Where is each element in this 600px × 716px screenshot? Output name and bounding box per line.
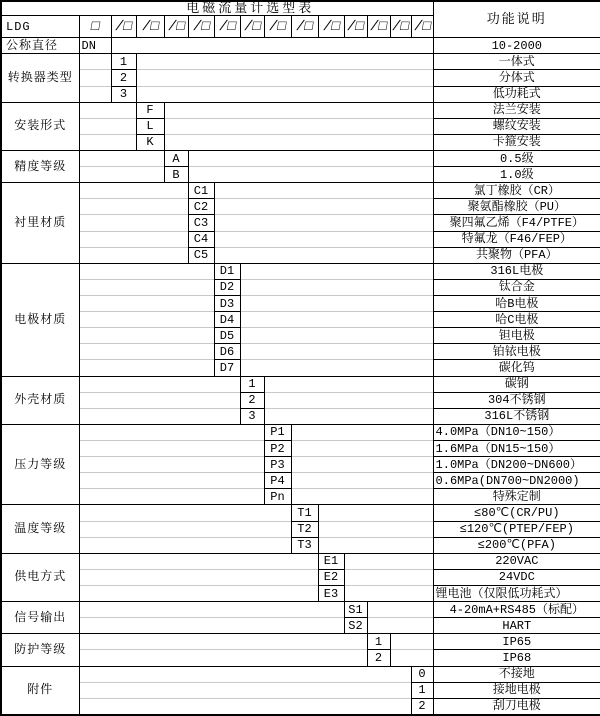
- empty-cell: [79, 183, 188, 199]
- empty-cell: [79, 344, 214, 360]
- empty-cell: [79, 102, 136, 118]
- desc-cell: 碳钢: [433, 376, 600, 392]
- empty-cell: [79, 666, 411, 682]
- section-label-installation: 安装形式: [1, 102, 79, 150]
- checkbox-glyph: □: [89, 18, 101, 35]
- desc-cell: 1.6MPa（DN15~150）: [433, 441, 600, 457]
- section-label-power-supply: 供电方式: [1, 553, 79, 601]
- empty-cell: [79, 553, 318, 569]
- slot-checkbox-glyph: /□: [321, 18, 341, 35]
- model-box-cell: [79, 16, 111, 38]
- code-cell: T3: [291, 537, 318, 553]
- empty-cell: [79, 215, 188, 231]
- code-cell: Pn: [264, 489, 291, 505]
- section-label-diameter: 公称直径: [1, 38, 79, 54]
- empty-cell: [240, 263, 433, 279]
- empty-cell: [79, 537, 291, 553]
- empty-cell: [240, 344, 433, 360]
- empty-cell: [79, 473, 264, 489]
- desc-cell: 316L电极: [433, 263, 600, 279]
- model-slot-cell: [188, 16, 214, 38]
- desc-cell: 共聚物（PFA）: [433, 247, 600, 263]
- model-slot-cell: [291, 16, 318, 38]
- empty-cell: [240, 328, 433, 344]
- empty-cell: [264, 408, 433, 424]
- empty-cell: [344, 553, 433, 569]
- code-cell: 1: [411, 682, 433, 698]
- model-prefix: LDG: [1, 16, 79, 38]
- empty-cell: [240, 312, 433, 328]
- empty-cell: [79, 521, 291, 537]
- desc-cell: 聚四氟乙烯（F4/PTFE）: [433, 215, 600, 231]
- code-cell: L: [136, 118, 164, 134]
- empty-cell: [79, 392, 240, 408]
- model-slot-cell: [264, 16, 291, 38]
- model-slot-cell: [390, 16, 411, 38]
- code-cell: C1: [188, 183, 214, 199]
- section-label-converter: 转换器类型: [1, 54, 79, 102]
- model-slot-cell: [318, 16, 344, 38]
- empty-cell: [291, 457, 433, 473]
- empty-cell: [79, 118, 136, 134]
- slot-checkbox-glyph: /□: [242, 18, 262, 35]
- slot-checkbox-glyph: /□: [191, 18, 211, 35]
- empty-cell: [264, 392, 433, 408]
- empty-cell: [291, 489, 433, 505]
- slot-checkbox-glyph: /□: [140, 18, 160, 35]
- empty-cell: [188, 151, 433, 167]
- model-slot-cell: [111, 16, 136, 38]
- slot-checkbox-glyph: /□: [113, 18, 134, 35]
- section-label-electrode: 电极材质: [1, 263, 79, 376]
- desc-cell: 304不锈钢: [433, 392, 600, 408]
- code-cell: D5: [214, 328, 240, 344]
- code-cell: E3: [318, 585, 344, 601]
- empty-cell: [111, 38, 433, 54]
- slot-checkbox-glyph: /□: [368, 18, 389, 35]
- slot-checkbox-glyph: /□: [412, 18, 432, 35]
- empty-cell: [240, 360, 433, 376]
- desc-cell: 钛合金: [433, 279, 600, 295]
- empty-cell: [367, 618, 433, 634]
- empty-cell: [79, 376, 240, 392]
- code-cell: 3: [111, 86, 136, 102]
- code-cell: F: [136, 102, 164, 118]
- desc-cell: IP65: [433, 634, 600, 650]
- empty-cell: [79, 360, 214, 376]
- code-cell: D1: [214, 263, 240, 279]
- empty-cell: [214, 183, 433, 199]
- empty-cell: [214, 199, 433, 215]
- empty-cell: [79, 199, 188, 215]
- section-label-signal-output: 信号输出: [1, 602, 79, 634]
- empty-cell: [240, 279, 433, 295]
- empty-cell: [79, 86, 111, 102]
- code-cell: D6: [214, 344, 240, 360]
- empty-cell: [390, 634, 433, 650]
- desc-cell: 10-2000: [433, 38, 600, 54]
- desc-cell: 钽电极: [433, 328, 600, 344]
- model-slot-cell: [367, 16, 390, 38]
- code-cell: P2: [264, 441, 291, 457]
- desc-cell: 0.5级: [433, 151, 600, 167]
- empty-cell: [164, 134, 433, 150]
- section-label-pressure: 压力等级: [1, 424, 79, 505]
- desc-cell: 碳化钨: [433, 360, 600, 376]
- empty-cell: [214, 231, 433, 247]
- code-cell: 2: [240, 392, 264, 408]
- desc-cell: ≤200℃(PFA): [433, 537, 600, 553]
- slot-checkbox-glyph: /□: [166, 18, 186, 35]
- empty-cell: [344, 569, 433, 585]
- section-label-accuracy: 精度等级: [1, 151, 79, 183]
- empty-cell: [318, 521, 433, 537]
- code-cell: T1: [291, 505, 318, 521]
- model-slot-cell: [411, 16, 433, 38]
- empty-cell: [136, 86, 433, 102]
- empty-cell: [136, 70, 433, 86]
- code-cell: K: [136, 134, 164, 150]
- empty-cell: [79, 279, 214, 295]
- code-cell: P3: [264, 457, 291, 473]
- model-slot-cell: [344, 16, 367, 38]
- code-cell: A: [164, 151, 188, 167]
- code-cell: 2: [411, 698, 433, 715]
- code-cell: D7: [214, 360, 240, 376]
- desc-cell: ≤120℃(PTEP/FEP): [433, 521, 600, 537]
- desc-cell: 螺纹安装: [433, 118, 600, 134]
- desc-cell: 特殊定制: [433, 489, 600, 505]
- empty-cell: [318, 537, 433, 553]
- empty-cell: [79, 424, 264, 440]
- section-label-housing: 外壳材质: [1, 376, 79, 424]
- model-slot-cell: [164, 16, 188, 38]
- empty-cell: [240, 296, 433, 312]
- code-cell: P4: [264, 473, 291, 489]
- empty-cell: [164, 102, 433, 118]
- desc-cell: 1.0MPa（DN200~DN600）: [433, 457, 600, 473]
- code-cell: C4: [188, 231, 214, 247]
- desc-cell: 低功耗式: [433, 86, 600, 102]
- slot-checkbox-glyph: /□: [267, 18, 288, 35]
- empty-cell: [79, 441, 264, 457]
- empty-cell: [79, 70, 111, 86]
- slot-checkbox-glyph: /□: [390, 18, 411, 35]
- code-cell: 3: [240, 408, 264, 424]
- section-label-temperature: 温度等级: [1, 505, 79, 553]
- desc-cell: 不接地: [433, 666, 600, 682]
- code-cell: B: [164, 167, 188, 183]
- desc-cell: 0.6MPa(DN700~DN2000): [433, 473, 600, 489]
- desc-cell: 锂电池（仅限低功耗式）: [433, 585, 600, 601]
- empty-cell: [264, 376, 433, 392]
- code-cell: P1: [264, 424, 291, 440]
- desc-cell: 卡箍安装: [433, 134, 600, 150]
- code-cell: 2: [367, 650, 390, 666]
- code-cell: T2: [291, 521, 318, 537]
- empty-cell: [79, 328, 214, 344]
- empty-cell: [79, 167, 164, 183]
- slot-checkbox-glyph: /□: [217, 18, 237, 35]
- code-cell: D3: [214, 296, 240, 312]
- empty-cell: [79, 296, 214, 312]
- desc-cell: IP68: [433, 650, 600, 666]
- desc-cell: 4-20mA+RS485（标配）: [433, 602, 600, 618]
- empty-cell: [214, 215, 433, 231]
- section-label-accessories: 附件: [1, 666, 79, 715]
- empty-cell: [79, 505, 291, 521]
- empty-cell: [136, 54, 433, 70]
- desc-cell: 哈B电极: [433, 296, 600, 312]
- empty-cell: [344, 585, 433, 601]
- desc-cell: 聚氨酯橡胶（PU）: [433, 199, 600, 215]
- desc-cell: 特氟龙（F46/FEP）: [433, 231, 600, 247]
- empty-cell: [291, 424, 433, 440]
- empty-cell: [79, 312, 214, 328]
- code-cell: S1: [344, 602, 367, 618]
- empty-cell: [79, 54, 111, 70]
- empty-cell: [367, 602, 433, 618]
- code-cell: 1: [367, 634, 390, 650]
- code-cell: D4: [214, 312, 240, 328]
- empty-cell: [291, 473, 433, 489]
- desc-cell: 24VDC: [433, 569, 600, 585]
- desc-cell: ≤80℃(CR/PU): [433, 505, 600, 521]
- desc-cell: 铂铱电极: [433, 344, 600, 360]
- desc-cell: 4.0MPa（DN10~150）: [433, 424, 600, 440]
- empty-cell: [291, 441, 433, 457]
- model-slot-cell: [240, 16, 264, 38]
- empty-cell: [79, 408, 240, 424]
- desc-cell: 1.0级: [433, 167, 600, 183]
- empty-cell: [79, 650, 367, 666]
- code-cell: E1: [318, 553, 344, 569]
- slot-checkbox-glyph: /□: [294, 18, 315, 35]
- model-slot-cell: [214, 16, 240, 38]
- code-cell: D2: [214, 279, 240, 295]
- code-cell: C2: [188, 199, 214, 215]
- code-cell: S2: [344, 618, 367, 634]
- desc-cell: 220VAC: [433, 553, 600, 569]
- model-slot-cell: [136, 16, 164, 38]
- desc-cell: 接地电极: [433, 682, 600, 698]
- empty-cell: [79, 569, 318, 585]
- empty-cell: [79, 585, 318, 601]
- table-title: 电磁流量计选型表: [186, 1, 315, 16]
- desc-cell: 氯丁橡胶（CR）: [433, 183, 600, 199]
- desc-cell: 刮刀电极: [433, 698, 600, 715]
- empty-cell: [79, 263, 214, 279]
- code-cell: 2: [111, 70, 136, 86]
- desc-cell: HART: [433, 618, 600, 634]
- empty-cell: [214, 247, 433, 263]
- empty-cell: [79, 698, 411, 715]
- code-cell: C3: [188, 215, 214, 231]
- empty-cell: [79, 151, 164, 167]
- empty-cell: [188, 167, 433, 183]
- code-cell: 1: [111, 54, 136, 70]
- empty-cell: [164, 118, 433, 134]
- empty-cell: [79, 682, 411, 698]
- section-label-lining: 衬里材质: [1, 183, 79, 264]
- empty-cell: [79, 134, 136, 150]
- code-cell: 1: [240, 376, 264, 392]
- empty-cell: [79, 489, 264, 505]
- desc-cell: 316L不锈钢: [433, 408, 600, 424]
- empty-cell: [79, 618, 344, 634]
- code-cell: C5: [188, 247, 214, 263]
- empty-cell: [318, 505, 433, 521]
- empty-cell: [79, 247, 188, 263]
- code-cell: DN: [79, 38, 111, 54]
- function-column-title: 功能说明: [433, 1, 600, 38]
- empty-cell: [79, 602, 344, 618]
- desc-cell: 哈C电极: [433, 312, 600, 328]
- slot-checkbox-glyph: /□: [345, 18, 366, 35]
- desc-cell: 分体式: [433, 70, 600, 86]
- code-cell: 0: [411, 666, 433, 682]
- empty-cell: [390, 650, 433, 666]
- section-label-protection: 防护等级: [1, 634, 79, 666]
- empty-cell: [79, 457, 264, 473]
- desc-cell: 一体式: [433, 54, 600, 70]
- empty-cell: [79, 231, 188, 247]
- code-cell: E2: [318, 569, 344, 585]
- empty-cell: [79, 634, 367, 650]
- desc-cell: 法兰安装: [433, 102, 600, 118]
